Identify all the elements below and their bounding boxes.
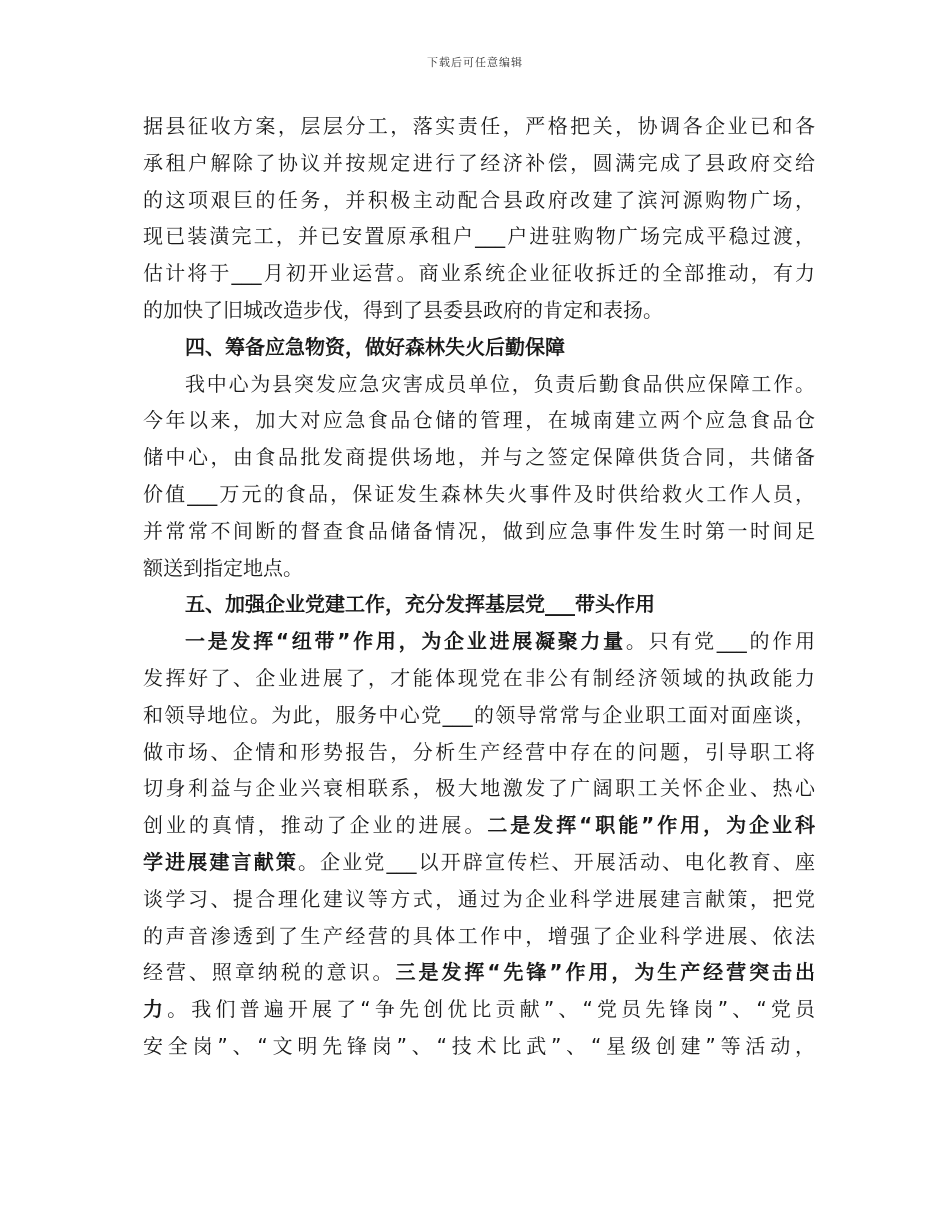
body-line: 发挥好了、企业进展了，才能体现党在非公有制经济领域的执政能力 — [143, 665, 815, 690]
body-line: 额送到指定地点。 — [143, 555, 303, 580]
paragraph-first-line — [143, 623, 815, 660]
body-text: 。只有党___的作用 — [625, 629, 815, 654]
body-line: 和领导地位。为此，服务中心党___的领导常常与企业职工面对面座谈， — [143, 702, 815, 727]
body-line: 据县征收方案，层层分工，落实责任，严格把关，协调各企业已和各 — [143, 114, 815, 138]
body-line — [143, 991, 815, 1028]
body-line: 做市场、企情和形势报告，分析生产经营中存在的问题，引导职工将 — [143, 739, 815, 764]
bold-lead-phrase: 力 — [143, 997, 168, 1022]
body-line — [143, 844, 815, 881]
section-heading-4: 四、筹备应急物资，做好森林失火后勤保障 — [185, 334, 565, 359]
body-text: 。我们普遍开展了“争先创优比贡献”、“党员先锋岗”、“党员 — [167, 997, 816, 1022]
body-line: 承租户解除了协议并按规定进行了经济补偿，圆满完成了县政府交给 — [143, 150, 815, 175]
bold-lead-phrase: 二是发挥“职能”作用，为企业科 — [487, 813, 816, 838]
body-text: 。企业党___以开辟宣传栏、开展活动、电化教育、座 — [297, 849, 816, 874]
body-line: 的声音渗透到了生产经营的具体工作中，增强了企业科学进展、依法 — [143, 923, 815, 948]
body-line: 的加快了旧城改造步伐，得到了县委县政府的肯定和表扬。 — [143, 297, 663, 322]
body-line: 谈学习、提合理化建议等方式，通过为企业科学进展建言献策，把党 — [143, 886, 815, 911]
body-line: 的这项艰巨的任务，并积极主动配合县政府改建了滨河源购物广场， — [143, 187, 815, 212]
section-heading-5: 五、加强企业党建工作，充分发挥基层党___带头作用 — [185, 592, 655, 617]
body-text: 创业的真情，推动了企业的进展。 — [143, 813, 488, 838]
body-line — [143, 807, 815, 844]
body-line: 价值___万元的食品，保证发生森林失火事件及时供给救火工作人员， — [143, 481, 815, 506]
paragraph-first-line: 我中心为县突发应急灾害成员单位，负责后勤食品供应保障工作。 — [185, 371, 815, 396]
body-line: 现已装潢完工，并已安置原承租户___户进驻购物广场完成平稳过渡， — [143, 224, 815, 249]
body-line: 并常常不间断的督查食品储备情况，做到应急事件发生时第一时间足 — [143, 518, 815, 543]
document-body — [143, 108, 815, 1065]
body-text: 经营、照章纳税的意识。 — [143, 960, 396, 985]
body-line: 今年以来，加大对应急食品仓储的管理，在城南建立两个应急食品仓 — [143, 408, 815, 433]
bold-lead-phrase: 三是发挥“先锋”作用，为生产经营突击出 — [395, 960, 815, 985]
body-line — [143, 954, 815, 991]
bold-lead-phrase: 一是发挥“纽带”作用，为企业进展凝聚力量 — [185, 629, 626, 654]
body-line: 切身利益与企业兴衰相联系，极大地激发了广阔职工关怀企业、热心 — [143, 776, 815, 801]
page-header: 下载后可任意编辑 — [427, 56, 523, 69]
body-line: 估计将于___月初开业运营。商业系统企业征收拆迁的全部推动，有力 — [143, 261, 815, 286]
body-line: 安全岗”、“文明先锋岗”、“技术比武”、“星级创建”等活动， — [143, 1033, 815, 1058]
body-line: 储中心，由食品批发商提供场地，并与之签定保障供货合同，共储备 — [143, 445, 815, 470]
bold-lead-phrase: 学进展建言献策 — [143, 849, 298, 874]
